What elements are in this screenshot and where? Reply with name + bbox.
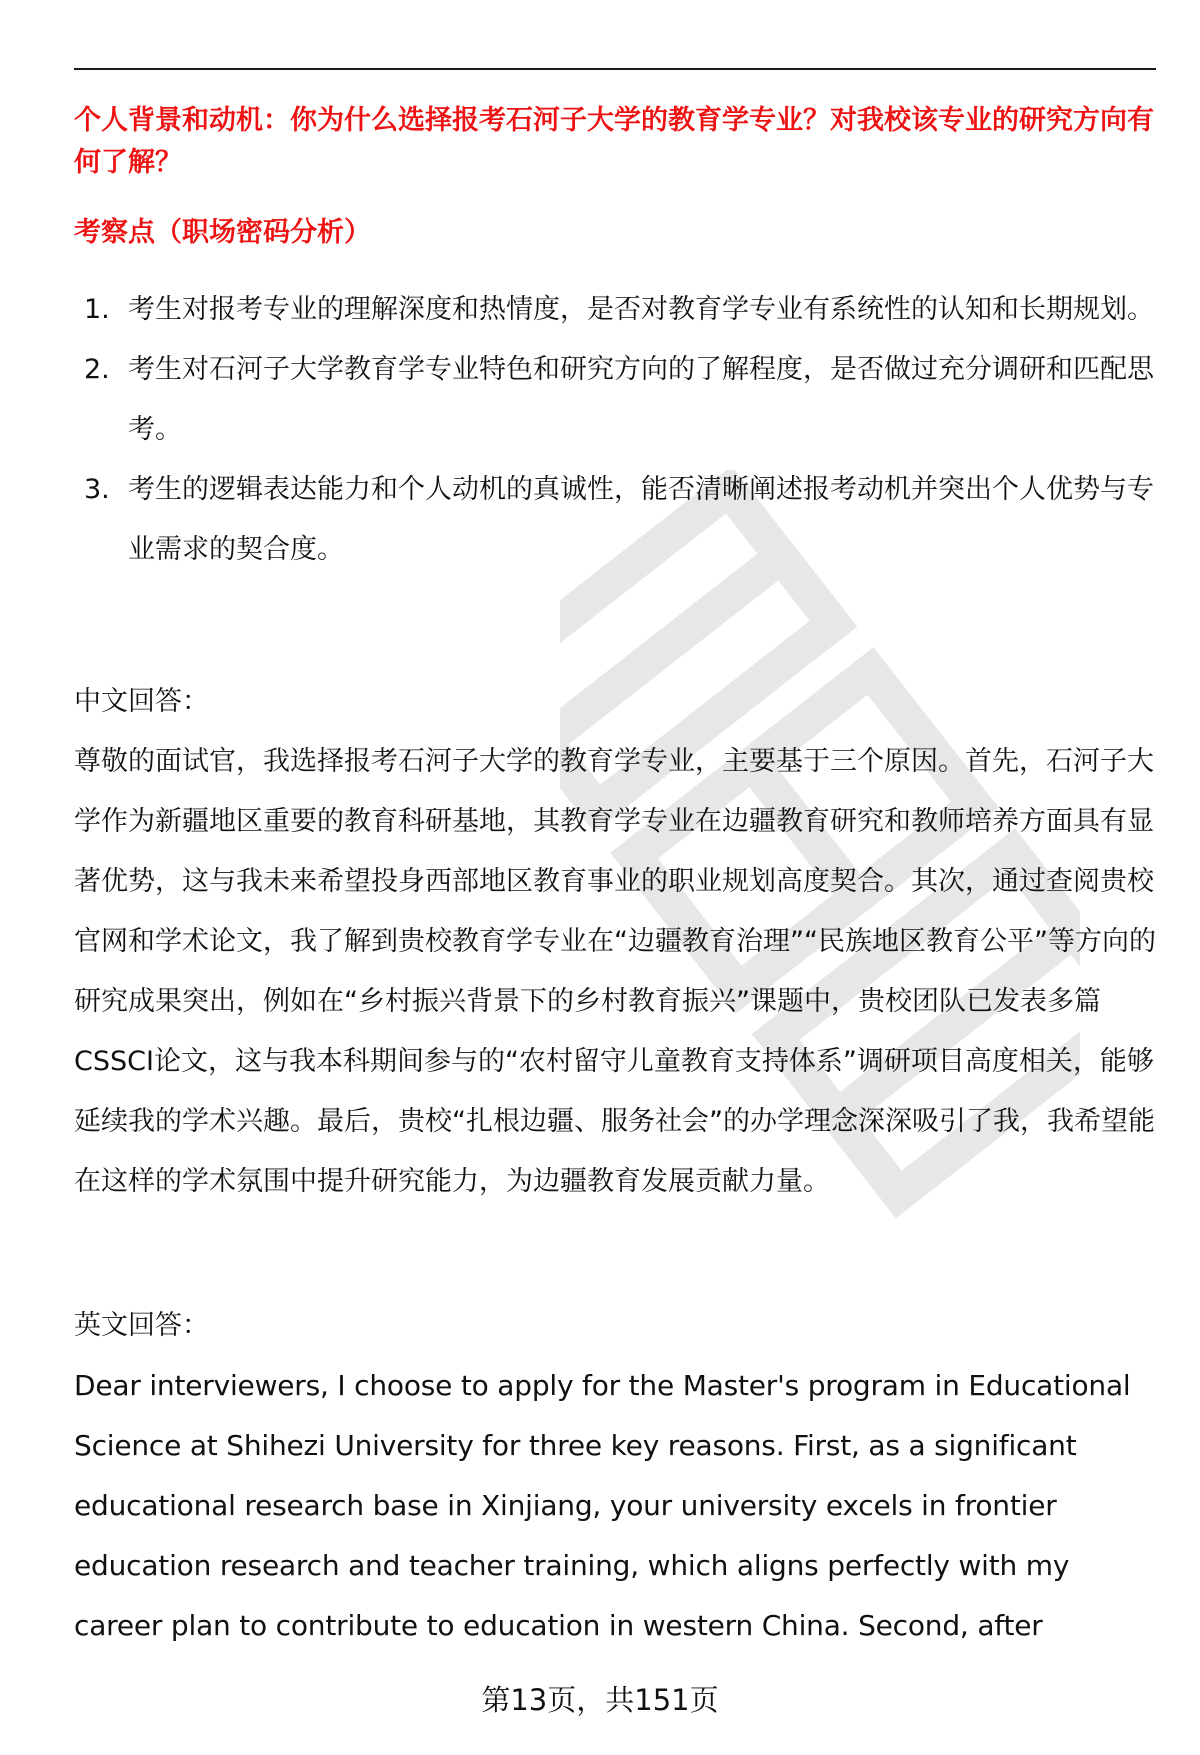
point-number: 3. bbox=[84, 474, 110, 505]
header-rule bbox=[74, 68, 1156, 70]
point-text: 考生对石河子大学教育学专业特色和研究方向的了解程度，是否做过充分调研和匹配思考。 bbox=[128, 354, 1154, 445]
point-text: 考生对报考专业的理解深度和热情度，是否对教育学专业有系统性的认知和长期规划。 bbox=[128, 294, 1154, 325]
point-number: 2. bbox=[84, 354, 110, 385]
analysis-heading: 考察点（职场密码分析） bbox=[74, 217, 371, 248]
analysis-points-list bbox=[74, 280, 1156, 580]
analysis-point bbox=[74, 340, 1156, 460]
question-title: 个人背景和动机：你为什么选择报考石河子大学的教育学专业？对我校该专业的研究方向有何了解？ bbox=[74, 105, 1154, 178]
point-text: 考生的逻辑表达能力和个人动机的真诚性，能否清晰阐述报考动机并突出个人优势与专业需求的契合度。 bbox=[128, 474, 1154, 565]
english-answer-text: Dear interviewers, I choose to apply for the Master's program in Educational Science at Shihezi University for three key reasons. First, as a significant educational research base in Xinjiang, your university excels in frontier education research and teacher training, which aligns perfectly with my career plan to contribute to education in western China. Second, after bbox=[74, 1369, 1131, 1642]
point-number: 1. bbox=[84, 294, 110, 325]
chinese-answer-text: 尊敬的面试官，我选择报考石河子大学的教育学专业，主要基于三个原因。首先，石河子大学作为新疆地区重要的教育科研基地，其教育学专业在边疆教育研究和教师培养方面具有显著优势，这与我未来希望投身西部地区教育事业的职业规划高度契合。其次，通过查阅贵校官网和学术论文，我了解到贵校教育学专业在“边疆教育治理”“民族地区教育公平”等方向的研究成果突出，例如在“乡村振兴背景下的乡村教育振兴”课题中，贵校团队已发表多篇CSSCI论文，这与我本科期间参与的“农村留守儿童教育支持体系”调研项目高度相关，能够延续我的学术兴趣。最后，贵校“扎根边疆、服务社会”的办学理念深深吸引了我，我希望能在这样的学术氛围中提升研究能力，为边疆教育发展贡献力量。 bbox=[74, 746, 1156, 1197]
analysis-point bbox=[74, 280, 1156, 340]
document-page bbox=[74, 0, 1156, 1755]
english-answer-label: 英文回答： bbox=[74, 1310, 209, 1341]
page-footer: 第13页，共151页 bbox=[481, 1683, 719, 1717]
chinese-answer-label: 中文回答： bbox=[74, 686, 209, 717]
analysis-point bbox=[74, 460, 1156, 580]
